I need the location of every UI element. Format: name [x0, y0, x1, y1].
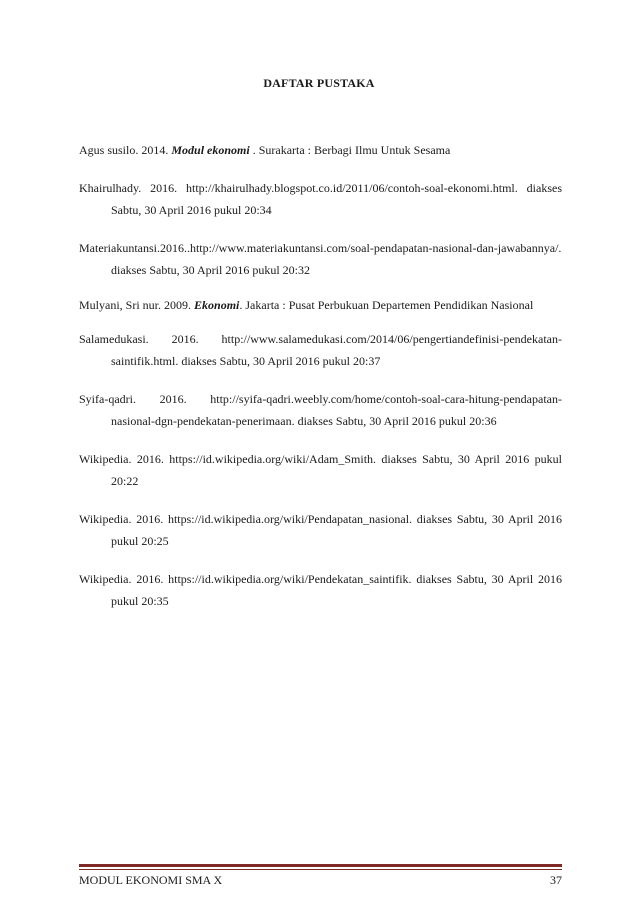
bibliography-entry: [79, 177, 562, 221]
entry-text: Wikipedia. 2016. https://id.wikipedia.org/wiki/Adam_Smith. diakses Sabtu, 30 April 2016 pukul 20:22: [79, 452, 562, 488]
entry-text: . Surakarta : Berbagi Ilmu Untuk Sesama: [249, 143, 451, 157]
entry-text: Wikipedia. 2016. https://id.wikipedia.org/wiki/Pendapatan_nasional. diakses Sabtu, 30 April 2016 pukul 20:25: [79, 512, 562, 548]
entry-text: Wikipedia. 2016. https://id.wikipedia.org/wiki/Pendekatan_saintifik. diakses Sabtu, 30 April 2016 pukul 20:35: [79, 572, 562, 608]
bibliography-entry: [79, 328, 562, 372]
bibliography-entry: [79, 448, 562, 492]
footer-rule: [79, 864, 562, 867]
entry-text: Materiakuntansi.2016..http://www.materiakuntansi.com/soal-pendapatan-nasional-dan-jawabannya/. diakses Sabtu, 30 April 2016 pukul 20:32: [79, 241, 562, 277]
footer-label: MODUL EKONOMI SMA X: [79, 873, 223, 887]
bibliography-entry: [79, 508, 562, 552]
entry-text: . Jakarta : Pusat Perbukuan Departemen Pendidikan Nasional: [239, 298, 534, 312]
page-title: DAFTAR PUSTAKA: [263, 76, 375, 90]
entry-text: Syifa-qadri. 2016. http://syifa-qadri.weebly.com/home/contoh-soal-cara-hitung-pendapatan-nasional-dgn-pendekatan-penerimaan. diakses Sabtu, 30 April 2016 pukul 20:36: [79, 392, 562, 428]
bibliography-list: [79, 139, 562, 628]
bibliography-entry: [79, 237, 562, 281]
page-number: 37: [550, 873, 562, 887]
bibliography-entry: [79, 297, 562, 314]
entry-text: Salamedukasi. 2016. http://www.salamedukasi.com/2014/06/pengertiandefinisi-pendekatan-saintifik.html. diakses Sabtu, 30 April 2016 pukul 20:37: [79, 332, 562, 368]
entry-text: Khairulhady. 2016. http://khairulhady.blogspot.co.id/2011/06/contoh-soal-ekonomi.html. diakses Sabtu, 30 April 2016 pukul 20:34: [79, 181, 562, 217]
entry-text: Agus susilo. 2014.: [79, 143, 172, 157]
bibliography-entry: [79, 388, 562, 432]
footer-rule-thin: [79, 869, 562, 870]
entry-title: Ekonomi: [194, 298, 240, 312]
bibliography-entry: [79, 568, 562, 612]
bibliography-entry: [79, 139, 562, 161]
entry-title: Modul ekonomi: [171, 143, 250, 157]
entry-text: Mulyani, Sri nur. 2009.: [79, 298, 195, 312]
